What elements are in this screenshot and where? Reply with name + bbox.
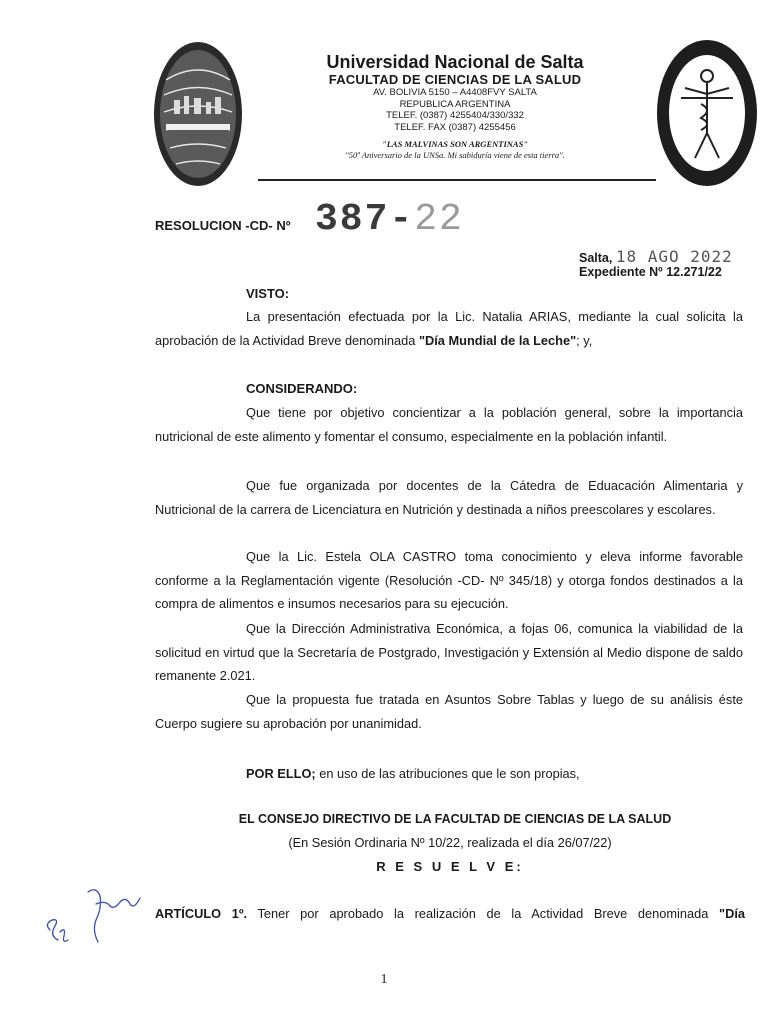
session-line: (En Sesión Ordinaria Nº 10/22, realizada el día 26/07/22) xyxy=(288,835,612,850)
resuelve-heading: R E S U E L V E: xyxy=(376,859,524,874)
visto-text-b: ; y, xyxy=(576,332,593,348)
por-ello-line xyxy=(246,762,580,786)
por-ello-text: en uso de las atribuciones que le son propias, xyxy=(315,766,580,781)
handwritten-signature xyxy=(40,880,150,950)
por-ello-bold: POR ELLO; xyxy=(246,766,316,781)
council-heading: EL CONSEJO DIRECTIVO DE LA FACULTAD DE CIENCIAS DE LA SALUD xyxy=(238,812,672,826)
address-line: AV. BOLIVIA 5150 – A4408FVY SALTA xyxy=(373,87,537,98)
motto-line: "LAS MALVINAS SON ARGENTINAS" xyxy=(381,139,529,149)
resolution-label: RESOLUCION -CD- Nº xyxy=(155,218,291,233)
article-1 xyxy=(155,906,745,921)
considerando-paragraph-4: Que la Dirección Administrativa Económica, a fojas 06, comunica la viabilidad de la solicitud en virtud que la Secretaría de Postgrado, Investigación y Extensión al Medio dispone de saldo remanente 2.021. xyxy=(155,621,743,684)
header-divider xyxy=(258,179,656,181)
date-stamp: 18 AGO 2022 xyxy=(615,247,733,266)
visto-heading: VISTO: xyxy=(246,286,290,301)
resolution-number-year: 22 xyxy=(414,198,464,241)
considerando-paragraph-5: Que la propuesta fue tratada en Asuntos Sobre Tablas y luego de su análisis éste Cuerpo sugiere su aprobación por unanimidad. xyxy=(155,692,743,731)
resolution-number xyxy=(315,198,464,241)
university-name: Universidad Nacional de Salta xyxy=(326,52,584,72)
article-1-text: Tener por aprobado la realización de la Actividad Breve denominada xyxy=(247,906,720,921)
article-1-tail: "Día xyxy=(719,906,745,921)
university-seal-logo xyxy=(152,40,244,188)
considerando-paragraph-2: Que fue organizada por docentes de la Cátedra de Eduacación Alimentaria y Nutricional de la carrera de Licenciatura en Nutrición y destinada a niños preescolares y escolares. xyxy=(155,478,743,517)
faculty-seal-logo xyxy=(655,38,759,188)
fax-line: TELEF. FAX (0387) 4255456 xyxy=(394,121,516,133)
salta-label: Salta, xyxy=(579,251,613,265)
country-line: REPUBLICA ARGENTINA xyxy=(399,98,511,110)
page-number: 1 xyxy=(380,972,388,987)
activity-name: "Día Mundial de la Leche" xyxy=(418,332,577,348)
faculty-name: FACULTAD DE CIENCIAS DE LA SALUD xyxy=(328,72,582,87)
visto-paragraph xyxy=(155,305,743,352)
considerando-paragraph-1: Que tiene por objetivo concientizar a la población general, sobre la importancia nutricional de este alimento y fomentar el consumo, especialmente en la población infantil. xyxy=(155,405,743,444)
article-1-label: ARTÍCULO 1º. xyxy=(155,906,248,921)
expediente-number: Expediente Nº 12.271/22 xyxy=(579,265,722,279)
phone-line: TELEF. (0387) 4255404/330/332 xyxy=(386,110,524,121)
visto-text-a: La presentación efectuada por la Lic. Natalia ARIAS, mediante la cual solicita la aprobación de la Actividad Breve denominada xyxy=(155,309,743,348)
date-expediente-block xyxy=(579,247,733,279)
considerando-heading: CONSIDERANDO: xyxy=(246,381,358,396)
letterhead xyxy=(260,52,650,161)
anniversary-line: "50º Aniversario de la UNSa. Mi sabiduría viene de esta tierra". xyxy=(345,150,565,160)
resolution-number-main: 387- xyxy=(315,198,415,241)
considerando-paragraph-3: Que la Lic. Estela OLA CASTRO toma conocimiento y eleva informe favorable conforme a la Reglamentación vigente (Resolución -CD- Nº 345/18) y otorga fondos destinados a la compra de alimentos e insumos necesarios para su ejecución. xyxy=(155,549,743,612)
